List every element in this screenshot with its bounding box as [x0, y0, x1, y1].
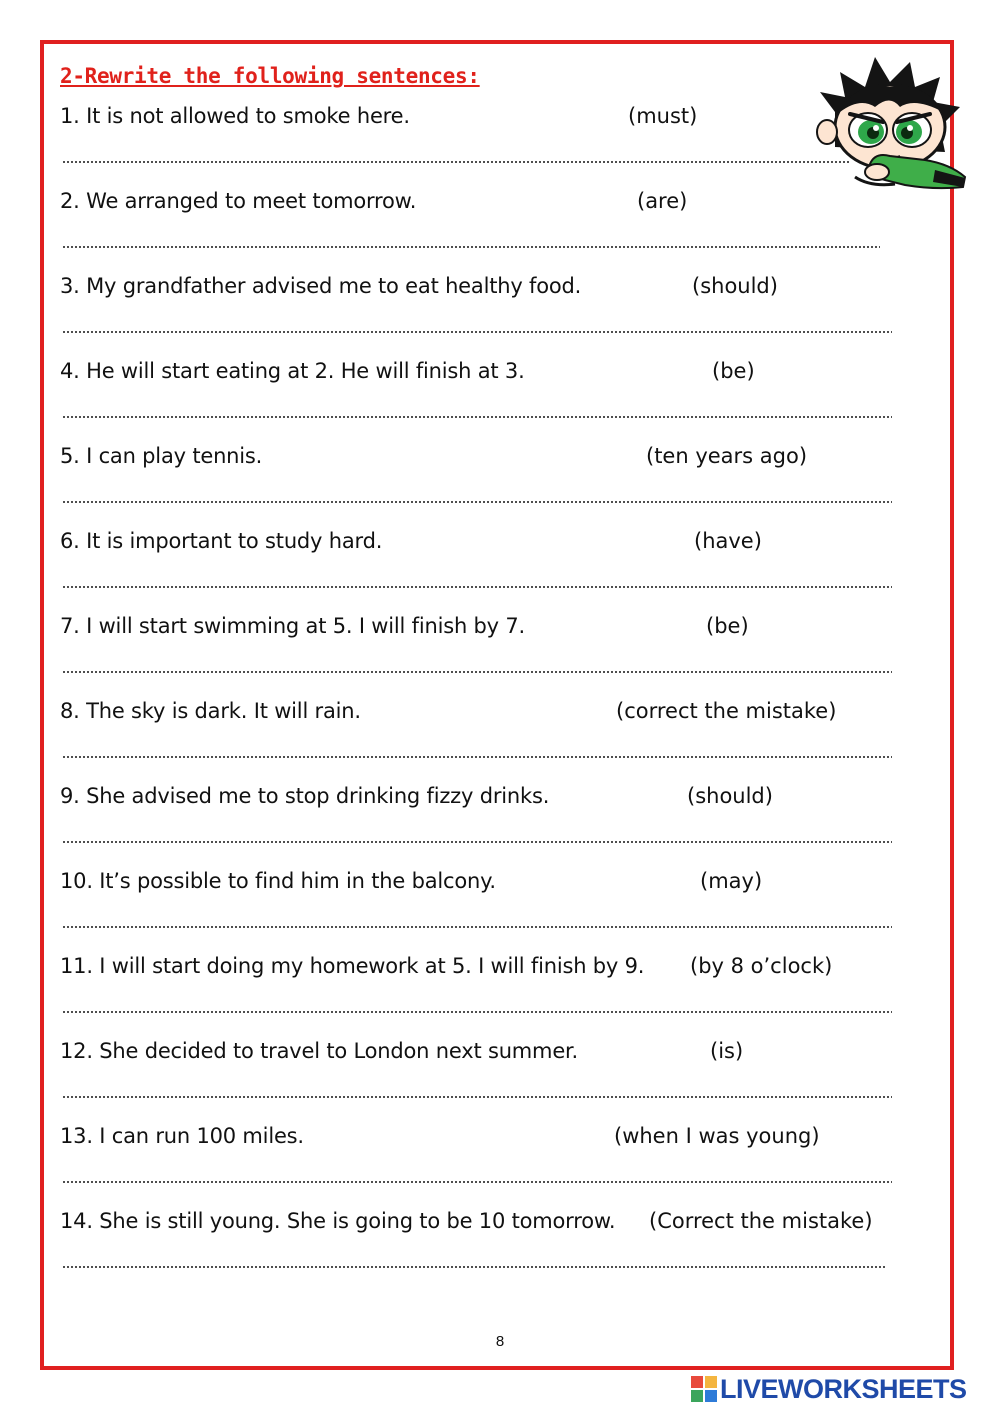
- question-hint: (have): [694, 529, 762, 553]
- answer-line[interactable]: [62, 245, 880, 249]
- section-title: 2-Rewrite the following sentences:: [60, 64, 480, 88]
- answer-line[interactable]: [62, 1010, 892, 1014]
- question-text: 4. He will start eating at 2. He will finish at 3.: [60, 359, 525, 383]
- answer-line[interactable]: [62, 1095, 892, 1099]
- answer-line[interactable]: [62, 670, 892, 674]
- answer-line[interactable]: [62, 1180, 892, 1184]
- page-number: 8: [495, 1333, 505, 1350]
- question-text: 9. She advised me to stop drinking fizzy drinks.: [60, 784, 550, 808]
- question-text: 10. It’s possible to find him in the balcony.: [60, 869, 496, 893]
- answer-line[interactable]: [62, 415, 892, 419]
- question-text: 13. I can run 100 miles.: [60, 1124, 304, 1148]
- question-hint: (be): [712, 359, 755, 383]
- question-text: 1. It is not allowed to smoke here.: [60, 104, 410, 128]
- answer-line[interactable]: [62, 160, 850, 164]
- question-text: 12. She decided to travel to London next summer.: [60, 1039, 579, 1063]
- question-hint: (ten years ago): [646, 444, 808, 468]
- question-text: 11. I will start doing my homework at 5. I will finish by 9.: [60, 954, 645, 978]
- answer-line[interactable]: [62, 500, 892, 504]
- answer-line[interactable]: [62, 585, 892, 589]
- question-hint: (be): [706, 614, 749, 638]
- question-text: 7. I will start swimming at 5. I will finish by 7.: [60, 614, 526, 638]
- question-hint: (when I was young): [614, 1124, 820, 1148]
- question-text: 2. We arranged to meet tomorrow.: [60, 189, 417, 213]
- question-hint: (are): [637, 189, 688, 213]
- question-text: 5. I can play tennis.: [60, 444, 263, 468]
- answer-line[interactable]: [62, 840, 892, 844]
- brand-name: LIVEWORKSHEETS: [720, 1373, 967, 1404]
- question-hint: (should): [687, 784, 773, 808]
- question-hint: (should): [692, 274, 778, 298]
- answer-line[interactable]: [62, 755, 892, 759]
- question-hint: (Correct the mistake): [649, 1209, 873, 1233]
- cartoon-character-image: [815, 52, 970, 192]
- question-text: 8. The sky is dark. It will rain.: [60, 699, 361, 723]
- liveworksheets-logo-icon: [690, 1375, 718, 1403]
- question-hint: (by 8 o’clock): [690, 954, 833, 978]
- question-hint: (may): [700, 869, 763, 893]
- question-text: 6. It is important to study hard.: [60, 529, 383, 553]
- question-hint: (must): [628, 104, 698, 128]
- brand-footer[interactable]: [690, 1373, 967, 1405]
- answer-line[interactable]: [62, 1265, 886, 1269]
- answer-line[interactable]: [62, 925, 892, 929]
- question-text: 14. She is still young. She is going to be 10 tomorrow.: [60, 1209, 616, 1233]
- answer-line[interactable]: [62, 330, 892, 334]
- question-hint: (is): [710, 1039, 744, 1063]
- question-text: 3. My grandfather advised me to eat healthy food.: [60, 274, 582, 298]
- question-hint: (correct the mistake): [616, 699, 837, 723]
